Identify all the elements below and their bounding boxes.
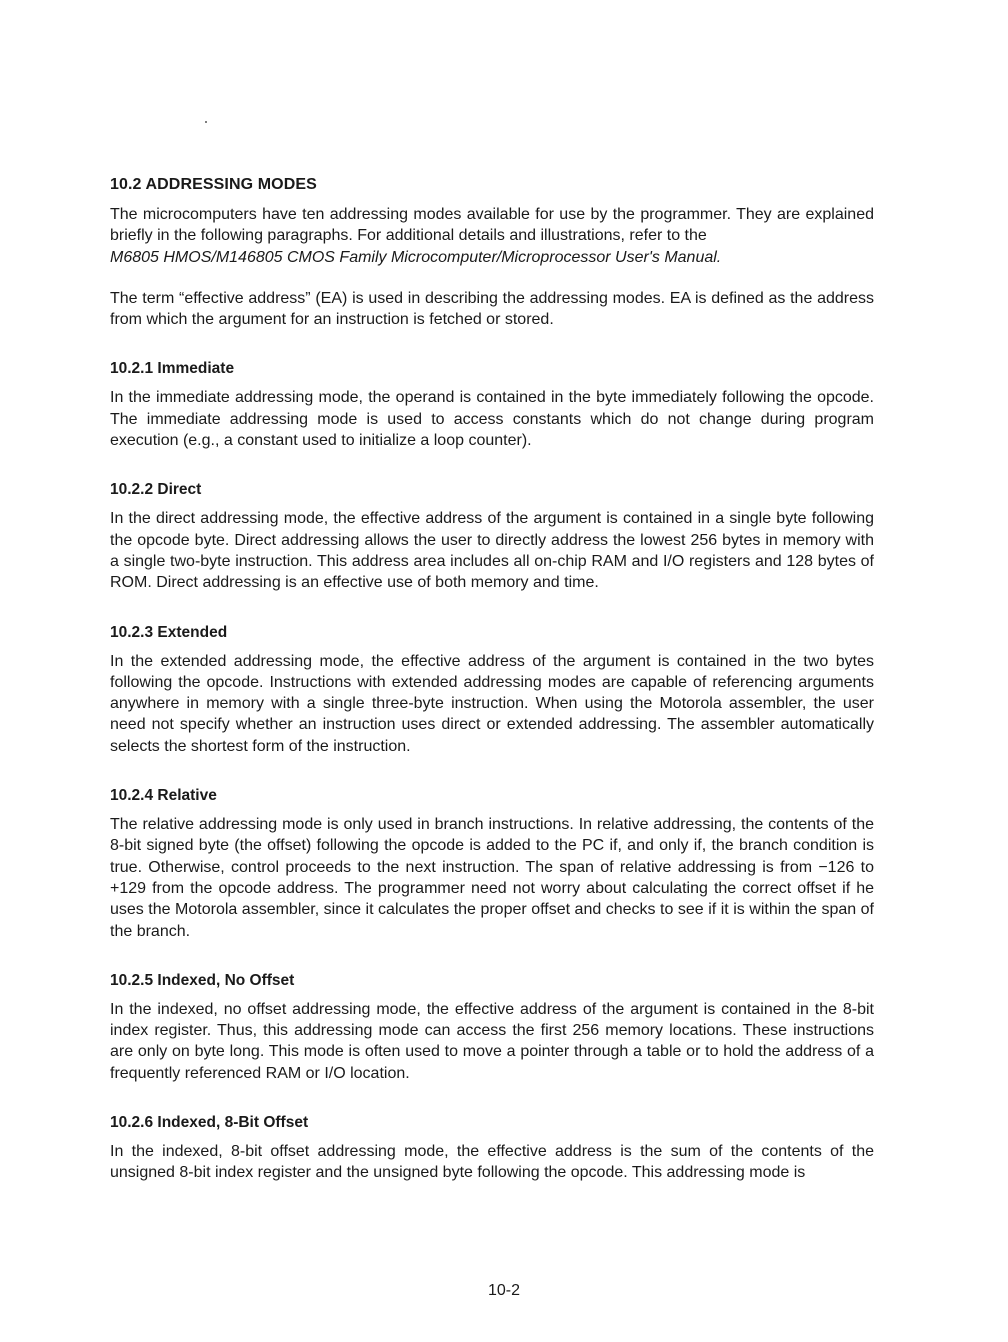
- section-heading: 10.2 ADDRESSING MODES: [110, 176, 317, 193]
- subsection-heading: 10.2.3 Extended: [110, 623, 228, 641]
- subsection-immediate: [110, 360, 874, 451]
- subsection-indexed-no-offset: [110, 972, 874, 1084]
- intro-paragraph: [110, 204, 874, 268]
- page-number: 10-2: [487, 1282, 521, 1299]
- subsection-heading: 10.2.6 Indexed, 8-Bit Offset: [110, 1114, 309, 1132]
- document-page: [110, 176, 874, 1184]
- subsection-extended: [110, 624, 874, 757]
- subsection-heading: 10.2.2 Direct: [110, 481, 202, 499]
- scan-speck: [205, 121, 207, 123]
- subsection-body: The relative addressing mode is only used in branch instructions. In relative addressing, the contents of the 8-bit signed byte (the offset) following the opcode is added to the PC if, and only if, the branch condition is true. Otherwise, control proceeds to the next instruction. The span of relative addressing is from −126 to +129 from the opcode address. The programmer need not worry about calculating the correct offset if he uses the Motorola assembler, since it calculates the proper offset and checks to see if it is within the span of the branch.: [110, 816, 874, 940]
- subsection-relative: [110, 787, 874, 942]
- manual-reference: M6805 HMOS/M146805 CMOS Family Microcomputer/Microprocessor User's Manual.: [110, 248, 722, 266]
- subsection-heading: 10.2.1 Immediate: [110, 360, 235, 378]
- subsection-body: In the indexed, no offset addressing mode, the effective address of the argument is contained in the 8-bit index register. Thus, this addressing mode can access the first 256 memory locations. These instructions are only on byte long. This mode is often used to move a pointer through a table or to hold the address of a frequently referenced RAM or I/O location.: [110, 1000, 874, 1082]
- subsection-heading: 10.2.5 Indexed, No Offset: [110, 971, 295, 989]
- subsection-direct: [110, 481, 874, 593]
- subsection-body: In the immediate addressing mode, the operand is contained in the byte immediately following the opcode. The immediate addressing mode is used to access constants which do not change during program execution (e.g., a constant used to initialize a loop counter).: [110, 389, 874, 450]
- intro-text: The microcomputers have ten addressing modes available for use by the programmer. They are explained briefly in the following paragraphs. For additional details and illustrations, refer to the: [110, 206, 874, 245]
- ea-definition-paragraph: The term “effective address” (EA) is used in describing the addressing modes. EA is defined as the address from which the argument for an instruction is fetched or stored.: [110, 289, 874, 329]
- subsection-body: In the indexed, 8-bit offset addressing mode, the effective address is the sum of the contents of the unsigned 8-bit index register and the unsigned byte following the opcode. This addressing mode is: [110, 1143, 874, 1182]
- subsection-indexed-8bit-offset: [110, 1114, 874, 1184]
- subsection-body: In the extended addressing mode, the effective address of the argument is contained in the two bytes following the opcode. Instructions with extended addressing modes are capable of referencing arguments anywhere in memory with a single three-byte instruction. When using the Motorola assembler, the user need not specify whether an instruction uses direct or extended addressing. The assembler automatically selects the shortest form of the instruction.: [110, 652, 874, 755]
- subsection-body: In the direct addressing mode, the effective address of the argument is contained in a single byte following the opcode byte. Direct addressing allows the user to directly address the lowest 256 bytes in memory with a single two-byte instruction. This address area includes all on-chip RAM and I/O registers and 128 bytes of ROM. Direct addressing is an effective use of both memory and time.: [110, 510, 874, 592]
- subsection-heading: 10.2.4 Relative: [110, 787, 217, 805]
